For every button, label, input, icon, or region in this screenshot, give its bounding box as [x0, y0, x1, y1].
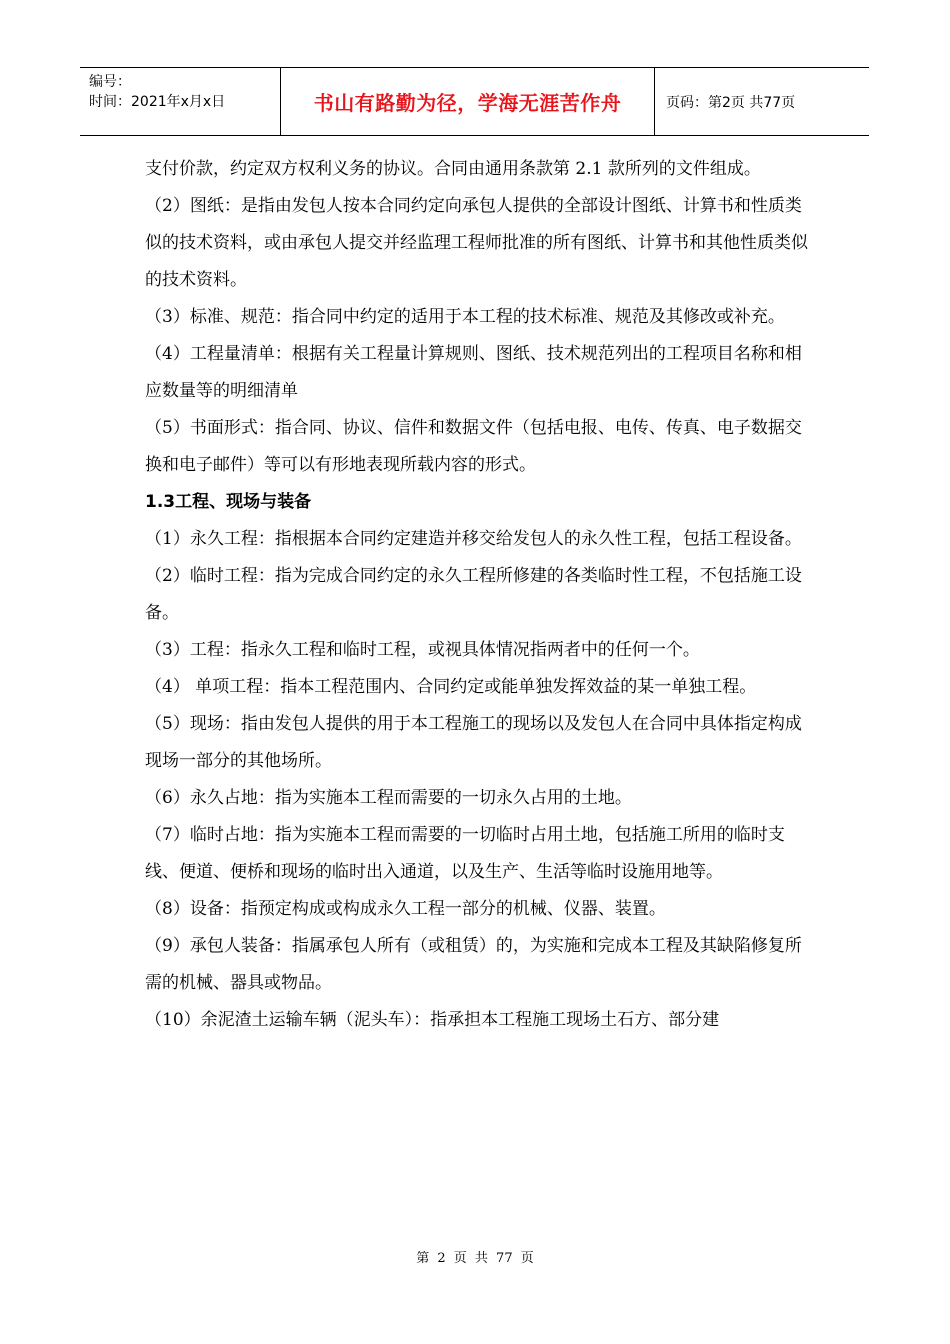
paragraph: （6）永久占地：指为实施本工程而需要的一切永久占用的土地。 — [145, 788, 632, 808]
paragraph: （1）永久工程：指根据本合同约定建造并移交给发包人的永久性工程，包括工程设备。 — [145, 529, 802, 549]
paragraph: （5）现场：指由发包人提供的用于本工程施工的现场以及发包人在合同中具体指定构成现场一部分的其他场所。 — [145, 714, 802, 771]
document-time-label: 时间：2021年x月x日 — [89, 94, 226, 110]
header-page-code: 页码：第2页 共77页 — [666, 94, 796, 111]
header-motto: 书山有路勤为径，学海无涯苦作舟 — [281, 68, 655, 135]
paragraph: （2）图纸：是指由发包人按本合同约定向承包人提供的全部设计图纸、计算书和性质类似的技术资料，或由承包人提交并经监理工程师批准的所有图纸、计算书和其他性质类似的技术资料。 — [145, 196, 808, 290]
paragraph: （4）工程量清单：根据有关工程量计算规则、图纸、技术规范列出的工程项目名称和相应数量等的明细清单 — [145, 344, 802, 401]
paragraph: （4） 单项工程：指本工程范围内、合同约定或能单独发挥效益的某一单独工程。 — [145, 677, 757, 697]
paragraph: （3）标准、规范：指合同中约定的适用于本工程的技术标准、规范及其修改或补充。 — [145, 307, 785, 327]
document-body — [145, 151, 815, 1039]
header-meta — [80, 68, 281, 135]
paragraph: （5）书面形式：指合同、协议、信件和数据文件（包括电报、电传、传真、电子数据交换和电子邮件）等可以有形地表现所载内容的形式。 — [145, 418, 802, 475]
paragraph: （7）临时占地：指为实施本工程而需要的一切临时占用土地，包括施工所用的临时支线、便道、便桥和现场的临时出入通道，以及生产、生活等临时设施用地等。 — [145, 825, 785, 882]
page-header — [80, 67, 869, 136]
paragraph: 支付价款，约定双方权利义务的协议。合同由通用条款第 2.1 款所列的文件组成。 — [145, 159, 761, 179]
paragraph: （9）承包人装备：指属承包人所有（或租赁）的，为实施和完成本工程及其缺陷修复所需的机械、器具或物品。 — [145, 936, 802, 993]
paragraph: （8）设备：指预定构成或构成永久工程一部分的机械、仪器、装置。 — [145, 899, 666, 919]
paragraph: （3）工程：指永久工程和临时工程，或视具体情况指两者中的任何一个。 — [145, 640, 700, 660]
document-number-label: 编号： — [89, 74, 131, 90]
paragraph: （10）余泥渣土运输车辆（泥头车）：指承担本工程施工现场土石方、部分建 — [145, 1010, 720, 1030]
section-heading: 1.3工程、现场与装备 — [145, 492, 312, 512]
paragraph: （2）临时工程：指为完成合同约定的永久工程所修建的各类临时性工程，不包括施工设备。 — [145, 566, 802, 623]
page-footer: 第 2 页 共 77 页 — [416, 1251, 534, 1266]
